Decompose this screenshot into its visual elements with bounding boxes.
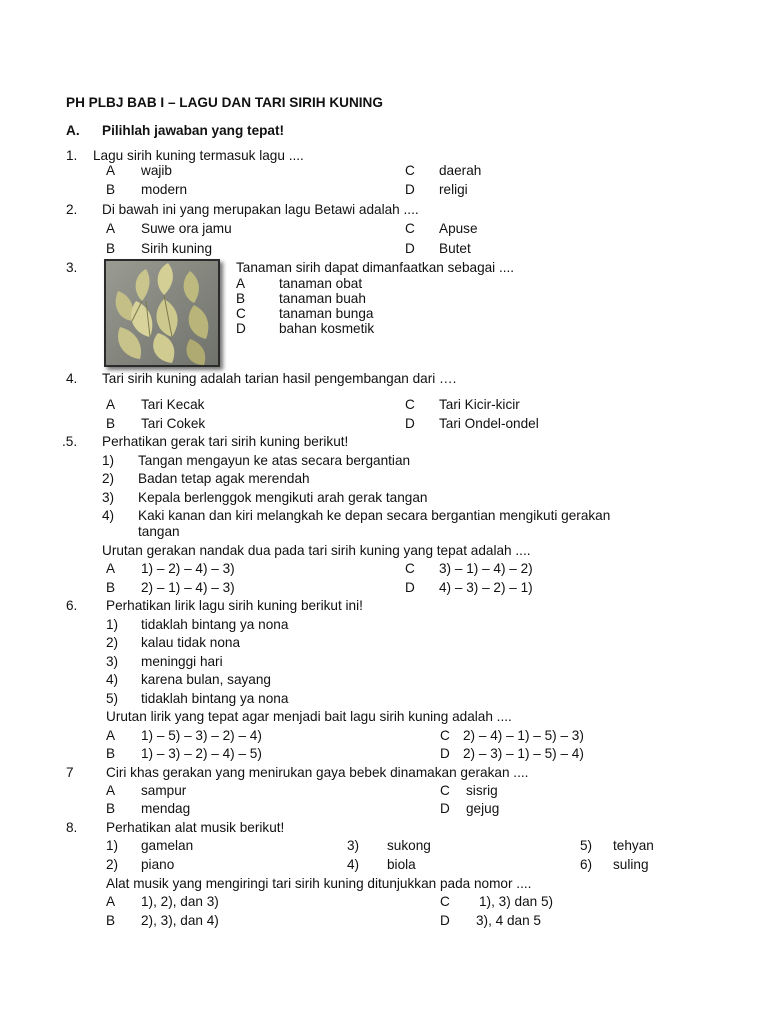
q4-option-d: Tari Ondel-ondel bbox=[439, 416, 539, 431]
q3-option-b: tanaman buah bbox=[279, 291, 366, 306]
q6-option-c-letter: C bbox=[440, 728, 450, 743]
q8-option-c: 1), 3) dan 5) bbox=[479, 894, 554, 909]
q6-item-4-number: 4) bbox=[106, 672, 119, 687]
q5-option-c: 3) – 1) – 4) – 2) bbox=[439, 561, 533, 576]
q8-item-6: suling bbox=[613, 857, 649, 872]
q4-option-b: Tari Cokek bbox=[141, 416, 206, 431]
q2-number: 2. bbox=[66, 202, 78, 217]
betel-plant-photo bbox=[104, 259, 220, 367]
q1-option-a: wajib bbox=[141, 163, 172, 178]
q6-option-d: 2) – 3) – 1) – 5) – 4) bbox=[463, 746, 584, 761]
q6-item-5: tidaklah bintang ya nona bbox=[141, 691, 289, 706]
page-title: PH PLBJ BAB I – LAGU DAN TARI SIRIH KUNING bbox=[66, 95, 383, 110]
q8-option-a-letter: A bbox=[106, 894, 116, 909]
q7-option-b: mendag bbox=[141, 801, 191, 816]
q7-option-c: sisrig bbox=[466, 783, 498, 798]
q2-option-c: Apuse bbox=[439, 221, 478, 236]
q4-number: 4. bbox=[66, 371, 78, 386]
q8-option-d: 3), 4 dan 5 bbox=[476, 913, 541, 928]
q5-item-2-number: 2) bbox=[102, 471, 115, 486]
q7-text: Ciri khas gerakan yang menirukan gaya bebek dinamakan gerakan .... bbox=[106, 765, 529, 780]
q8-question: Alat musik yang mengiringi tari sirih kuning ditunjukkan pada nomor .... bbox=[106, 876, 532, 891]
q8-option-d-letter: D bbox=[440, 913, 450, 928]
q1-option-c-letter: C bbox=[405, 163, 415, 178]
q8-item-2-number: 2) bbox=[106, 857, 119, 872]
q4-option-a: Tari Kecak bbox=[141, 397, 205, 412]
q6-option-a-letter: A bbox=[106, 728, 116, 743]
q8-item-3-number: 3) bbox=[347, 838, 360, 853]
q6-item-2: kalau tidak nona bbox=[141, 635, 241, 650]
q6-item-4: karena bulan, sayang bbox=[141, 672, 271, 687]
q4-option-d-letter: D bbox=[405, 416, 415, 431]
q6-option-b: 1) – 3) – 2) – 4) – 5) bbox=[141, 746, 262, 761]
q3-option-c-letter: C bbox=[236, 306, 246, 321]
q1-option-d: religi bbox=[439, 182, 468, 197]
q7-option-a-letter: A bbox=[106, 783, 116, 798]
q5-option-d-letter: D bbox=[405, 580, 415, 595]
q5-item-4-continued: tangan bbox=[138, 524, 180, 539]
q6-item-5-number: 5) bbox=[106, 691, 119, 706]
q5-option-d: 4) – 3) – 2) – 1) bbox=[439, 580, 533, 595]
q8-text: Perhatikan alat musik berikut! bbox=[106, 820, 285, 835]
q5-option-b-letter: B bbox=[106, 580, 116, 595]
q7-option-d-letter: D bbox=[440, 801, 450, 816]
q5-option-b: 2) – 1) – 4) – 3) bbox=[141, 580, 235, 595]
q8-item-5: tehyan bbox=[613, 838, 654, 853]
q4-option-c: Tari Kicir-kicir bbox=[439, 397, 520, 412]
q5-item-1: Tangan mengayun ke atas secara bergantian bbox=[138, 453, 411, 468]
q1-option-b: modern bbox=[141, 182, 188, 197]
q7-number: 7 bbox=[66, 765, 74, 780]
q3-number: 3. bbox=[66, 260, 78, 275]
q3-option-b-letter: B bbox=[236, 291, 246, 306]
q5-item-4: Kaki kanan dan kiri melangkah ke depan secara bergantian mengikuti gerakan bbox=[138, 508, 611, 523]
q6-item-1-number: 1) bbox=[106, 617, 119, 632]
q6-question: Urutan lirik yang tepat agar menjadi bait lagu sirih kuning adalah .... bbox=[106, 709, 512, 724]
q1-option-b-letter: B bbox=[106, 182, 116, 197]
q5-item-2: Badan tetap agak merendah bbox=[138, 471, 310, 486]
q8-item-3: sukong bbox=[387, 838, 431, 853]
q8-option-a: 1), 2), dan 3) bbox=[141, 894, 219, 909]
q8-item-4-number: 4) bbox=[347, 857, 360, 872]
q3-option-a: tanaman obat bbox=[279, 276, 363, 291]
q4-option-b-letter: B bbox=[106, 416, 116, 431]
q8-item-1-number: 1) bbox=[106, 838, 119, 853]
q7-option-d: gejug bbox=[466, 801, 500, 816]
q6-option-d-letter: D bbox=[440, 746, 450, 761]
q2-text: Di bawah ini yang merupakan lagu Betawi adalah .... bbox=[102, 202, 419, 217]
q1-option-c: daerah bbox=[439, 163, 482, 178]
q5-item-1-number: 1) bbox=[102, 453, 115, 468]
q5-item-3: Kepala berlenggok mengikuti arah gerak tangan bbox=[138, 490, 428, 505]
q3-option-a-letter: A bbox=[236, 276, 246, 291]
q3-option-d: bahan kosmetik bbox=[279, 321, 375, 336]
q1-option-a-letter: A bbox=[106, 163, 116, 178]
q8-number: 8. bbox=[66, 820, 78, 835]
q6-item-3-number: 3) bbox=[106, 654, 119, 669]
q2-option-a-letter: A bbox=[106, 221, 116, 236]
q2-option-b: Sirih kuning bbox=[141, 241, 213, 256]
q6-item-3: meninggi hari bbox=[141, 654, 223, 669]
q5-option-c-letter: C bbox=[405, 561, 415, 576]
q8-item-1: gamelan bbox=[141, 838, 194, 853]
q5-item-3-number: 3) bbox=[102, 490, 115, 505]
q5-number: .5. bbox=[62, 434, 78, 449]
q3-option-d-letter: D bbox=[236, 321, 246, 336]
q5-option-a: 1) – 2) – 4) – 3) bbox=[141, 561, 235, 576]
q2-option-a: Suwe ora jamu bbox=[141, 221, 232, 236]
q5-item-4-number: 4) bbox=[102, 508, 115, 523]
q8-item-6-number: 6) bbox=[580, 857, 593, 872]
q6-item-2-number: 2) bbox=[106, 635, 119, 650]
q2-option-d: Butet bbox=[439, 241, 471, 256]
q6-text: Perhatikan lirik lagu sirih kuning berikut ini! bbox=[106, 598, 363, 613]
q4-text: Tari sirih kuning adalah tarian hasil pengembangan dari …. bbox=[102, 371, 457, 386]
q2-option-d-letter: D bbox=[405, 241, 415, 256]
q8-item-4: biola bbox=[387, 857, 416, 872]
q7-option-b-letter: B bbox=[106, 801, 116, 816]
q5-text: Perhatikan gerak tari sirih kuning berikut! bbox=[102, 434, 349, 449]
q8-option-b-letter: B bbox=[106, 913, 116, 928]
q3-text: Tanaman sirih dapat dimanfaatkan sebagai .... bbox=[236, 260, 515, 275]
q6-option-a: 1) – 5) – 3) – 2) – 4) bbox=[141, 728, 262, 743]
q7-option-a: sampur bbox=[141, 783, 187, 798]
q4-option-a-letter: A bbox=[106, 397, 116, 412]
q3-option-c: tanaman bunga bbox=[279, 306, 374, 321]
q6-number: 6. bbox=[66, 598, 78, 613]
q6-option-b-letter: B bbox=[106, 746, 116, 761]
q1-option-d-letter: D bbox=[405, 182, 415, 197]
q4-option-c-letter: C bbox=[405, 397, 415, 412]
section-instruction: Pilihlah jawaban yang tepat! bbox=[102, 123, 285, 138]
q6-item-1: tidaklah bintang ya nona bbox=[141, 617, 289, 632]
q2-option-c-letter: C bbox=[405, 221, 415, 236]
q8-option-c-letter: C bbox=[440, 894, 450, 909]
q6-option-c: 2) – 4) – 1) – 5) – 3) bbox=[463, 728, 584, 743]
q7-option-c-letter: C bbox=[440, 783, 450, 798]
q8-item-2: piano bbox=[141, 857, 175, 872]
q8-item-5-number: 5) bbox=[580, 838, 593, 853]
q1-number: 1. bbox=[66, 148, 78, 163]
q1-text: Lagu sirih kuning termasuk lagu .... bbox=[93, 148, 304, 163]
q5-question: Urutan gerakan nandak dua pada tari sirih kuning yang tepat adalah .... bbox=[102, 543, 531, 558]
q2-option-b-letter: B bbox=[106, 241, 116, 256]
section-letter: A. bbox=[66, 123, 80, 138]
q8-option-b: 2), 3), dan 4) bbox=[141, 913, 219, 928]
q5-option-a-letter: A bbox=[106, 561, 116, 576]
